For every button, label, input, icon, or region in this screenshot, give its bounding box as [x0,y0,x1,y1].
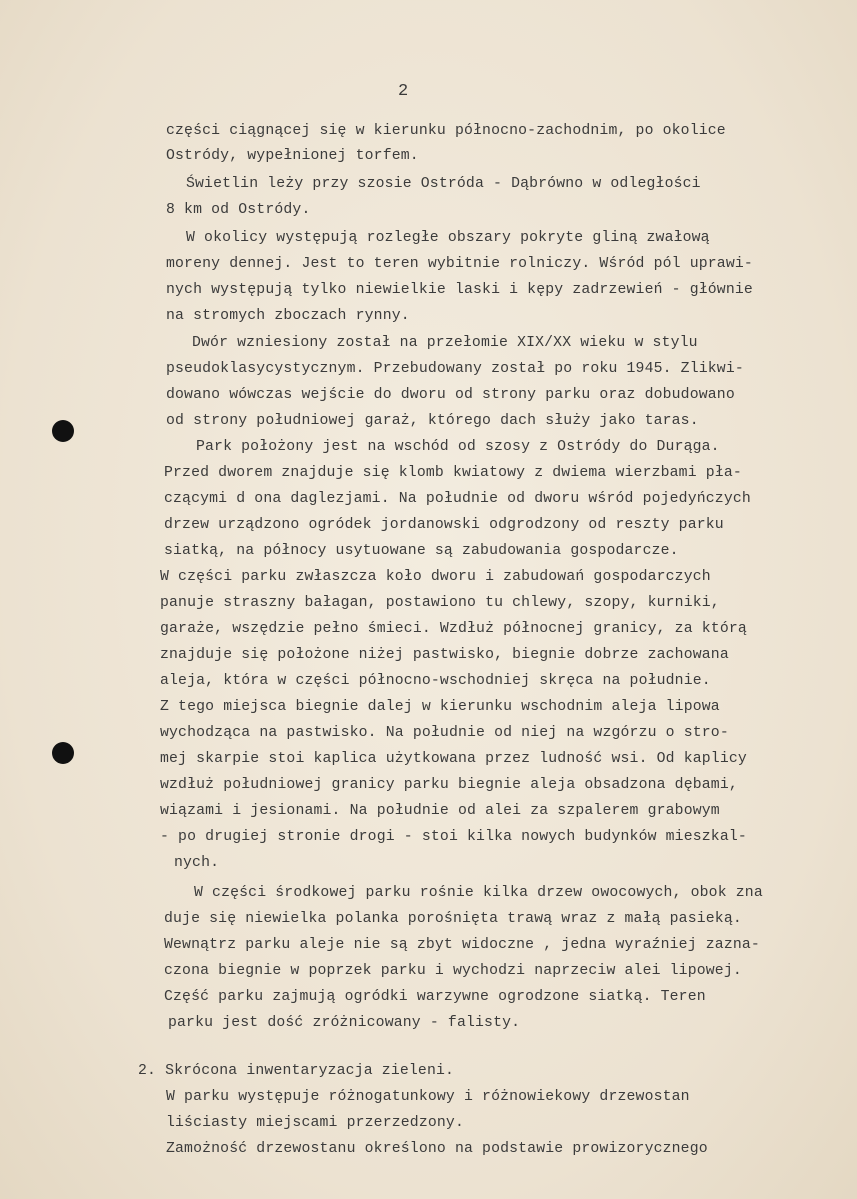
text-line: dowano wówczas wejście do dworu od strony parku oraz dobudowano [166,387,735,403]
text-line: W części środkowej parku rośnie kilka drzew owocowych, obok zna [194,885,763,901]
text-line: na stromych zboczach rynny. [166,308,410,324]
text-line: mej skarpie stoi kaplica użytkowana przez ludność wsi. Od kaplicy [160,751,747,767]
text-line: Część parku zajmują ogródki warzywne ogrodzone siatką. Teren [164,989,706,1005]
text-line: od strony południowej garaż, którego dach służy jako taras. [166,413,699,429]
text-line: W części parku zwłaszcza koło dworu i zabudowań gospodarczych [160,569,711,585]
text-line: - po drugiej stronie drogi - stoi kilka nowych budynków mieszkal- [160,829,747,845]
text-line: Przed dworem znajduje się klomb kwiatowy z dwiema wierzbami pła- [164,465,742,481]
punch-hole-bottom [52,742,74,764]
text-line: duje się niewielka polanka porośnięta trawą wraz z małą pasieką. [164,911,742,927]
text-line: wychodząca na pastwisko. Na południe od niej na wzgórzu o stro- [160,725,729,741]
text-line: czącymi d ona daglezjami. Na południe od dworu wśród pojedyńczych [164,491,751,507]
text-line: panuje straszny bałagan, postawiono tu chlewy, szopy, kurniki, [160,595,720,611]
text-line: moreny dennej. Jest to teren wybitnie rolniczy. Wśród pól uprawi- [166,256,753,272]
text-line: wiązami i jesionami. Na południe od alei za szpalerem grabowym [160,803,720,819]
text-line: czona biegnie w poprzek parku i wychodzi naprzeciw alei lipowej. [164,963,742,979]
text-line: 8 km od Ostródy. [166,202,311,218]
text-line: W parku występuje różnogatunkowy i różnowiekowy drzewostan [166,1089,690,1105]
text-line: Park położony jest na wschód od szosy z Ostródy do Durąga. [196,439,720,455]
text-line: wzdłuż południowej granicy parku biegnie aleja obsadzona dębami, [160,777,738,793]
text-line: Zamożność drzewostanu określono na podstawie prowizorycznego [166,1141,708,1157]
text-line: Dwór wzniesiony został na przełomie XIX/XX wieku w stylu [192,335,698,351]
page-number: 2 [398,82,409,101]
text-line: Z tego miejsca biegnie dalej w kierunku wschodnim aleja lipowa [160,699,720,715]
text-line: części ciągnącej się w kierunku północno-zachodnim, po okolice [166,123,726,139]
text-line: znajduje się położone niżej pastwisko, biegnie dobrze zachowana [160,647,729,663]
text-line: liściasty miejscami przerzedzony. [166,1115,464,1131]
text-line: siatką, na północy usytuowane są zabudowania gospodarcze. [164,543,679,559]
text-line: pseudoklasycystycznym. Przebudowany został po roku 1945. Zlikwi- [166,361,744,377]
text-line: nych występują tylko niewielkie laski i kępy zadrzewień - głównie [166,282,753,298]
text-line: W okolicy występują rozległe obszary pokryte gliną zwałową [186,230,710,246]
text-line: aleja, która w części północno-wschodniej skręca na południe. [160,673,711,689]
text-line: drzew urządzono ogródek jordanowski odgrodzony od reszty parku [164,517,724,533]
text-line: Świetlin leży przy szosie Ostróda - Dąbrówno w odległości [186,176,701,192]
text-line: Wewnątrz parku aleje nie są zbyt widoczne , jedna wyraźniej zazna- [164,937,760,953]
text-line: parku jest dość zróżnicowany - falisty. [168,1015,521,1031]
text-line: Ostródy, wypełnionej torfem. [166,148,419,164]
text-line: nych. [174,855,220,871]
text-line: garaże, wszędzie pełno śmieci. Wzdłuż północnej granicy, za którą [160,621,747,637]
text-line: 2. Skrócona inwentaryzacja zieleni. [138,1063,455,1079]
punch-hole-top [52,420,74,442]
